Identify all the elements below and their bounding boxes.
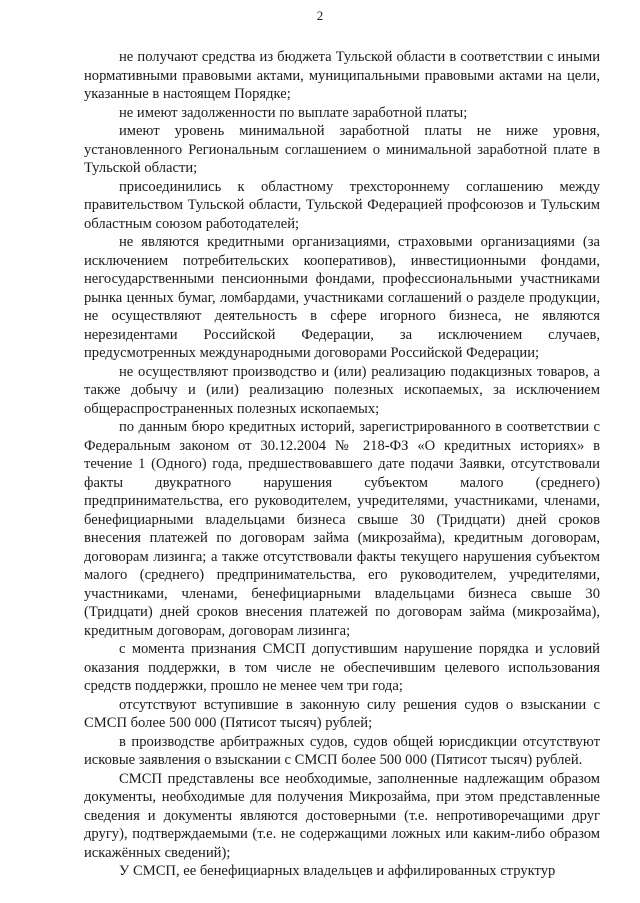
paragraph-not-credit-organizations: не являются кредитными организациями, страховыми организациями (за исключением потребительских кооперативов), инвестиционными фондами, негосударственными пенсионными фондами, профессиональными участниками рынка ценных бумаг, ломбардами, участниками соглашений о разделе продукции, не осуществляют деятельность в сфере игорного бизнеса, не являются нерезидентами Российской Федерации, за исключением случаев, предусмотренных международными договорами Российской Федерации;: [84, 234, 600, 361]
paragraph-court-decisions: отсутствуют вступившие в законную силу решения судов о взыскании с СМСП более 500 000 (Пятисот тысяч) рублей;: [84, 696, 600, 731]
paragraph-salary-debt: не имеют задолженности по выплате заработной платы;: [119, 104, 468, 121]
paragraph-beneficial-owners: У СМСП, ее бенефициарных владельцев и аффилированных структур: [119, 863, 556, 879]
paragraph-lawsuits: в производстве арбитражных судов, судов общей юрисдикции отсутствуют исковые заявления о взыскании с СМСП более 500 000 (Пятисот тысяч) рублей.: [84, 733, 600, 768]
document-body: [84, 48, 600, 881]
paragraph-budget-funds: не получают средства из бюджета Тульской области в соответствии с иными нормативными правовыми актами, муниципальными правовыми актами на цели, указанные в настоящем Порядке;: [84, 49, 600, 102]
paragraph-minimum-wage: имеют уровень минимальной заработной платы не ниже уровня, установленного Региональным соглашением о минимальной заработной плате в Тульской области;: [84, 123, 600, 176]
page-number: 2: [316, 8, 324, 23]
paragraph-tripartite-agreement: присоединились к областному трехстороннему соглашению между правительством Тульской области, Тульской Федерацией профсоюзов и Тульским областным союзом работодателей;: [84, 178, 600, 232]
paragraph-credit-history: по данным бюро кредитных историй, зарегистрированного в соответствии с Федеральным законом от 30.12.2004 № 218-ФЗ «О кредитных историях» в течение 1 (Одного) года, предшествовавшего дате подачи Заявки, отсутствовали факты двукратного нарушения субъектом малого (среднего) предпринимательства, его руководителем, учредителями, участниками, членами, бенефициарными владельцами бизнеса свыше 30 (Тридцати) дней сроков внесения платежей по договорам займа (микрозайма), кредитным договорам, договорам лизинга; а также отсутствовали факты текущего нарушения субъектом малого (среднего) предпринимательства, его руководителем, учредителями, участниками, членами, бенефициарными владельцами бизнеса свыше 30 (Тридцати) дней сроков внесения платежей по договорам займа (микрозайма), кредитным договорам, договорам лизинга;: [84, 419, 600, 639]
paragraph-documents-submitted: СМСП представлены все необходимые, заполненные надлежащим образом документы, необходимые для получения Микрозайма, при этом представленные сведения и документы являются достоверными (т.е. непротиворечащими друг другу), подтверждаемыми (т.е. не содержащими ложных или каким-либо образом искажённых сведений);: [84, 770, 600, 861]
paragraph-support-violation: с момента признания СМСП допустившим нарушение порядка и условий оказания поддержки, в том числе не обеспечившим целевого использования средств поддержки, прошло не менее чем три года;: [84, 641, 600, 694]
paragraph-excise-goods: не осуществляют производство и (или) реализацию подакцизных товаров, а также добычу и (или) реализацию полезных ископаемых, за исключением общераспространенных полезных ископаемых;: [84, 363, 600, 417]
